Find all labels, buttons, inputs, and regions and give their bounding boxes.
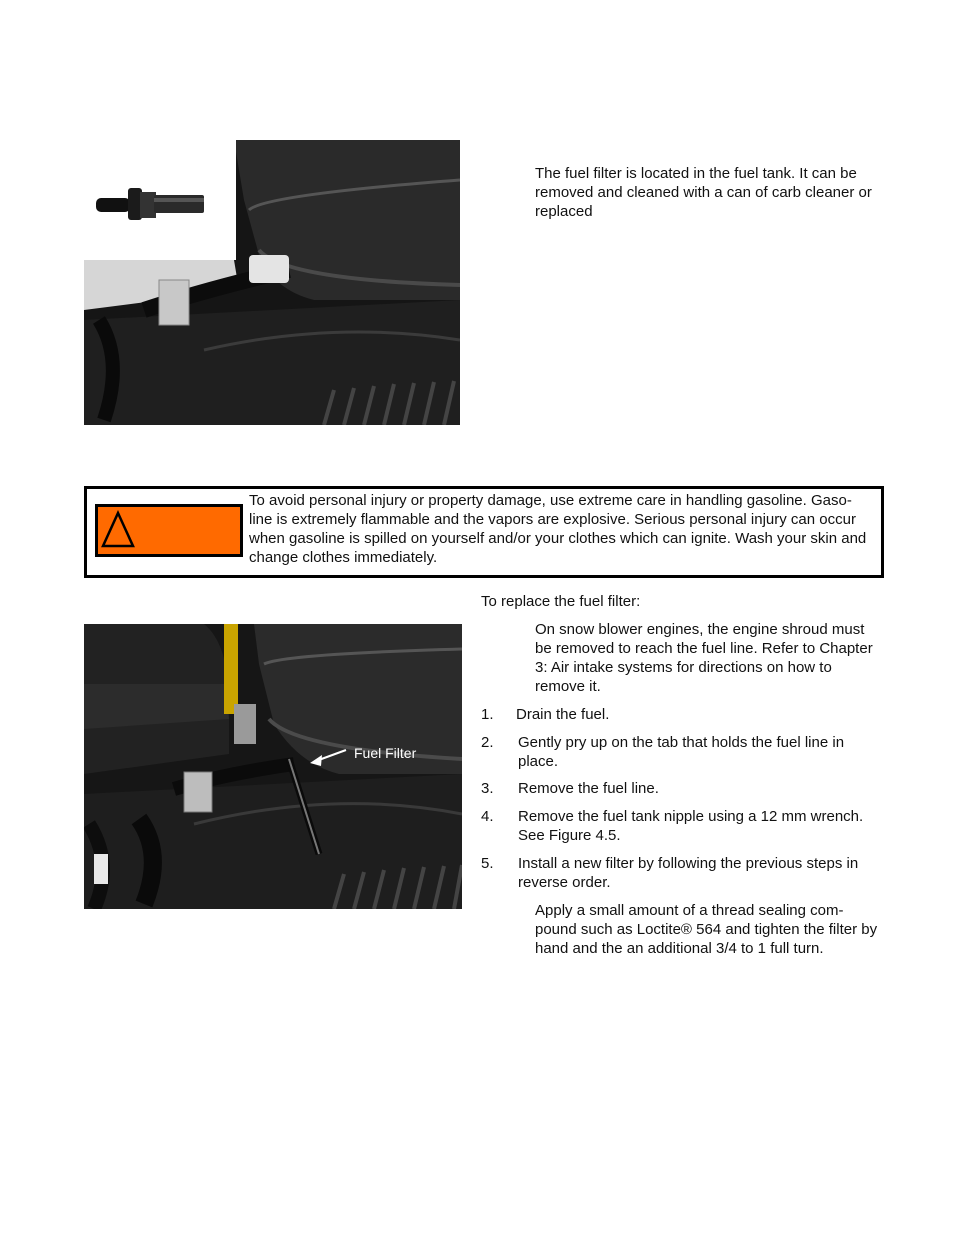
fuel-line-photo	[84, 624, 462, 909]
procedure-intro: To replace the fuel filter:	[481, 593, 641, 610]
warning-triangle-icon	[100, 510, 136, 550]
step-4-text: Remove the fuel tank nipple using a 12 mm wrench. See Figure 4.5.	[518, 808, 864, 844]
step-2-text: Gently pry up on the tab that holds the fuel line in place.	[518, 734, 845, 770]
step-5-text: Install a new filter by following the previous steps in reverse order.	[518, 855, 859, 891]
warning-text: To avoid personal injury or property damage, use extreme care in handling gasoline. Gaso-line is extremely flammable and the vapors are explosive. Serious personal injury can occur when gasoline is spilled on yourself and/or your clothes which can ignite. Wash your skin and change clothes immediately.	[249, 492, 867, 566]
fuel-filter-location-note: The fuel filter is located in the fuel tank. It can be removed and cleaned with a can of carb cleaner or replaced	[535, 165, 872, 220]
step-5-number: 5.	[481, 855, 494, 872]
step-1-number: 1.	[481, 706, 494, 723]
thread-sealant-note: Apply a small amount of a thread sealing com-pound such as Loctite® 564 and tighten the filter by hand and the an additional 3/4 to 1 full turn.	[535, 902, 878, 957]
procedure-note: On snow blower engines, the engine shroud must be removed to reach the fuel line. Refer to Chapter 3: Air intake systems for directions on how to remove it.	[535, 621, 873, 695]
step-3-text: Remove the fuel line.	[518, 780, 659, 797]
fuel-filter-photo	[84, 140, 460, 425]
warning-label	[95, 504, 243, 557]
step-3-number: 3.	[481, 780, 494, 797]
step-2-number: 2.	[481, 734, 494, 751]
warning-box	[84, 486, 884, 578]
step-4-number: 4.	[481, 808, 494, 825]
step-1-text: Drain the fuel.	[516, 706, 610, 723]
fuel-filter-callout: Fuel Filter	[354, 745, 417, 761]
